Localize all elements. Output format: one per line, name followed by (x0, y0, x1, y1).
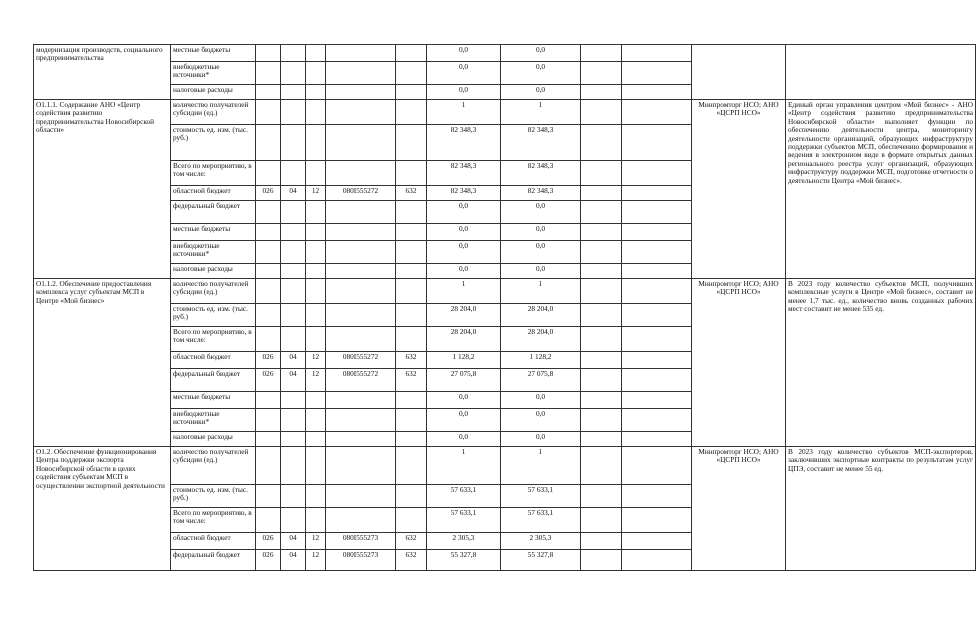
result-cell: В 2023 году количество субъектов МСП, получивших комплексные услуги в Центре «Мой бизнес», составит не менее 1,7 тыс. ед., количество вновь созданных рабочих мест составит не менее 535 ед. (786, 279, 976, 447)
table-row: стоимость ед. изм. (тыс. руб.) 57 633,1 57 633,1 (34, 485, 976, 508)
result-cell (786, 45, 976, 100)
table-row: федеральный бюджет 026 04 12 080I555273 632 55 327,8 55 327,8 (34, 550, 976, 571)
table-row: О1.2. Обеспечение функционирования Центра поддержки экспорта Новосибирской области в целях содействия субъектам МСП в осуществлении экспортной деятельности количество получателей субсидии (ед.) 1 1 Минпромторг НСО; АНО «ЦСРП НСО» В 2023 году количество субъектов МСП-экспортеров, заключивших экспортные контракты по результатам услуг ЦПЭ, составит не менее 55 ед. (34, 447, 976, 485)
measure-name-cell: О1.1.1. Содержание АНО «Центр содействия развитию предпринимательства Новосибирской области» (34, 100, 171, 279)
executor-cell: Минпромторг НСО; АНО «ЦСРП НСО» (692, 279, 786, 447)
table-row: стоимость ед. изм. (тыс. руб.) 82 348,3 82 348,3 (34, 125, 976, 161)
table-row: Всего по мероприятию, в том числе: 28 204,0 28 204,0 (34, 327, 976, 352)
table-row: местные бюджеты 0,0 0,0 (34, 392, 976, 409)
table-row: внебюджетные источники* 0,0 0,0 (34, 409, 976, 432)
executor-cell: Минпромторг НСО; АНО «ЦСРП НСО» (692, 447, 786, 571)
table-row: О1.1.2. Обеспечение предоставления комплекса услуг субъектам МСП в Центре «Мой бизнес» количество получателей субсидии (ед.) 1 1 Минпромторг НСО; АНО «ЦСРП НСО» В 2023 году количество субъектов МСП, получивших комплексные услуги в Центре «Мой бизнес», составит не менее 1,7 тыс. ед., количество вновь созданных рабочих мест составит не менее 535 ед. (34, 279, 976, 304)
table-row: областной бюджет 026 04 12 080I555272 632 1 128,2 1 128,2 (34, 352, 976, 369)
table-row: Всего по мероприятию, в том числе: 57 633,1 57 633,1 (34, 508, 976, 533)
executor-cell: Минпромторг НСО; АНО «ЦСРП НСО» (692, 100, 786, 279)
table-row: стоимость ед. изм. (тыс. руб.) 28 204,0 28 204,0 (34, 304, 976, 327)
table-row: О1.1.1. Содержание АНО «Центр содействия развитию предпринимательства Новосибирской области» количество получателей субсидии (ед.) 1 1 Минпромторг НСО; АНО «ЦСРП НСО» Единый орган управления центром «Мой бизнес» - АНО «Центр содействия развитию предпринимательства Новосибирской области» выполняет функции по обеспечению деятельности центра, мониторингу деятельности организаций, образующих инфраструктуру поддержки субъектов МСП, обеспечению формирования и ведения в электронном виде в формате открытых данных регионального реестра услуг организаций, образующих инфраструктуру поддержки МСП, подготовке отчетности о деятельности Центра «Мой бизнес». (34, 100, 976, 125)
result-cell: Единый орган управления центром «Мой бизнес» - АНО «Центр содействия развитию предпринимательства Новосибирской области» выполняет функции по обеспечению деятельности центра, мониторингу деятельности организаций, образующих инфраструктуру поддержки субъектов МСП, обеспечению формирования и ведения в электронном виде в формате открытых данных регионального реестра услуг организаций, образующих инфраструктуру поддержки МСП, подготовке отчетности о деятельности Центра «Мой бизнес». (786, 100, 976, 279)
table-row: областной бюджет 026 04 12 080I555272 632 82 348,3 82 348,3 (34, 186, 976, 201)
table-row: налоговые расходы 0,0 0,0 (34, 264, 976, 279)
table-row: федеральный бюджет 0,0 0,0 (34, 201, 976, 224)
table-row: внебюджетные источники* 0,0 0,0 (34, 62, 976, 85)
measure-name-cell: О1.2. Обеспечение функционирования Центра поддержки экспорта Новосибирской области в целях содействия субъектам МСП в осуществлении экспортной деятельности (34, 447, 171, 571)
result-cell: В 2023 году количество субъектов МСП-экспортеров, заключивших экспортные контракты по результатам услуг ЦПЭ, составит не менее 55 ед. (786, 447, 976, 571)
table-row: местные бюджеты 0,0 0,0 (34, 224, 976, 241)
table-row: Всего по мероприятию, в том числе: 82 348,3 82 348,3 (34, 161, 976, 186)
table-row: модернизация производств, социального предпринимательства местные бюджеты 0,0 0,0 (34, 45, 976, 62)
budget-table (33, 44, 976, 571)
table-row: налоговые расходы 0,0 0,0 (34, 432, 976, 447)
executor-cell (692, 45, 786, 100)
table-row: внебюджетные источники* 0,0 0,0 (34, 241, 976, 264)
table-row: областной бюджет 026 04 12 080I555273 632 2 305,3 2 305,3 (34, 533, 976, 550)
measure-name-cell: О1.1.2. Обеспечение предоставления комплекса услуг субъектам МСП в Центре «Мой бизнес» (34, 279, 171, 447)
table-row: налоговые расходы 0,0 0,0 (34, 85, 976, 100)
measure-name-cell: модернизация производств, социального предпринимательства (34, 45, 171, 100)
table-row: федеральный бюджет 026 04 12 080I555272 632 27 075,8 27 075,8 (34, 369, 976, 392)
